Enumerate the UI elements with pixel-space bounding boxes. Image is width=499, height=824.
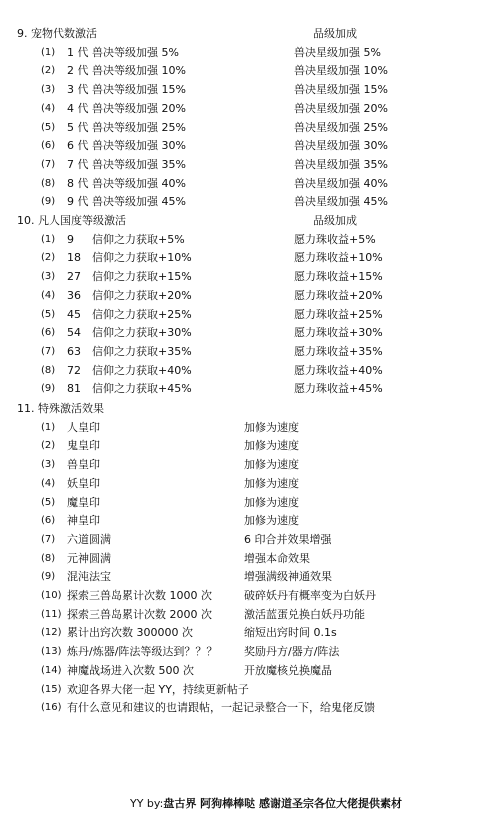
section-9-row-right: 兽决星级加强 40% (294, 176, 388, 190)
section-9-row-left: 1 代 兽决等级加强 5% (67, 45, 179, 59)
section-11-row-left: 人皇印 (67, 420, 100, 434)
section-11-row-number: (8) (41, 552, 56, 564)
section-11-row-left: 神魔战场进入次数 500 次 (67, 663, 194, 677)
section-10-row-number: (8) (41, 364, 56, 376)
section-10-row-left: 信仰之力获取+30% (92, 326, 192, 340)
section-11-row-right: 激活蓝蛋兑换白妖丹功能 (244, 607, 365, 621)
section-10-row-number: (2) (41, 252, 56, 264)
section-11-row-left: 探索三兽岛累计次数 1000 次 (67, 589, 212, 602)
section-11-row-number: (6) (41, 515, 56, 527)
section-10-row-left: 信仰之力获取+25% (92, 307, 192, 321)
section-11-row-left: 欢迎各界大佬一起 YY，持续更新帖子 (67, 682, 249, 696)
section-10-row-left: 信仰之力获取+20% (92, 288, 192, 302)
section-10-row-right: 愿力珠收益+35% (294, 344, 383, 358)
section-9-header-right: 品级加成 (313, 27, 357, 40)
section-9-row-left: 7 代 兽决等级加强 35% (67, 157, 186, 171)
section-9-row-left: 9 代 兽决等级加强 45% (67, 195, 186, 209)
section-11-row-left: 元神圆满 (67, 551, 111, 565)
section-10-row-left: 信仰之力获取+35% (92, 344, 192, 358)
section-11-row-right: 奖励丹方/器方/阵法 (244, 645, 340, 659)
section-10-row-level: 81 (67, 382, 81, 396)
section-9-row-right: 兽决星级加强 35% (294, 157, 388, 171)
section-11-row-right: 加修为速度 (244, 439, 299, 453)
section-9-row-number: (4) (41, 102, 56, 114)
section-10-row-number: (5) (41, 308, 56, 320)
section-11-row-left: 探索三兽岛累计次数 2000 次 (67, 607, 212, 621)
section-11-row-number: (11) (41, 608, 62, 620)
section-9-row-right: 兽决星级加强 15% (294, 83, 388, 97)
section-11-row-left: 混沌法宝 (67, 570, 111, 584)
section-10-row-right: 愿力珠收益+20% (294, 288, 383, 302)
section-10-row-level: 72 (67, 363, 81, 377)
section-10-row-left: 信仰之力获取+5% (92, 232, 185, 246)
section-11-row-right: 加修为速度 (244, 476, 299, 490)
section-11-row-left: 鬼皇印 (67, 439, 100, 453)
section-10-row-left: 信仰之力获取+40% (92, 363, 192, 377)
section-9-row-number: (6) (41, 140, 56, 152)
section-9-row-number: (9) (41, 196, 56, 208)
section-11-row-left: 累计出窍次数 300000 次 (67, 626, 193, 640)
section-11-row-right: 缩短出窍时间 0.1s (244, 626, 337, 640)
section-11-row-right: 开放魔核兑换魔晶 (244, 663, 332, 677)
section-9-row-left: 8 代 兽决等级加强 40% (67, 176, 186, 190)
section-9-row-left: 2 代 兽决等级加强 10% (67, 64, 186, 78)
section-10-row-right: 愿力珠收益+45% (294, 382, 383, 396)
section-11-row-left: 兽皇印 (67, 458, 100, 472)
section-10-row-right: 愿力珠收益+5% (294, 232, 376, 246)
footer-credits (130, 795, 402, 811)
section-11-row-right: 加修为速度 (244, 458, 299, 472)
section-11-row-number: (10) (41, 590, 62, 601)
section-11-row-right: 加修为速度 (244, 495, 299, 509)
section-10-row-right: 愿力珠收益+40% (294, 363, 383, 377)
section-9-row-number: (1) (41, 46, 56, 58)
section-9-row-number: (8) (41, 177, 56, 189)
section-10-row-level: 54 (67, 326, 81, 340)
section-11-row-left: 六道圆满 (67, 532, 111, 546)
section-10-row-left: 信仰之力获取+10% (92, 251, 192, 265)
section-10-row-number: (1) (41, 233, 56, 245)
section-10-row-number: (7) (41, 345, 56, 357)
section-9-row-right: 兽决星级加强 25% (294, 120, 388, 134)
section-10-row-number: (9) (41, 383, 56, 395)
section-11-row-left: 魔皇印 (67, 495, 100, 509)
section-11-row-number: (4) (41, 477, 56, 489)
section-11-row-number: (1) (41, 421, 56, 433)
section-9-row-left: 5 代 兽决等级加强 25% (67, 120, 186, 134)
section-9-row-left: 3 代 兽决等级加强 15% (67, 83, 186, 97)
section-11-row-left: 有什么意见和建议的也请跟帖，一起记录整合一下，给鬼佬反馈 (67, 701, 375, 715)
section-10-row-level: 36 (67, 288, 81, 302)
section-10-row-right: 愿力珠收益+15% (294, 270, 383, 284)
section-9-row-left: 4 代 兽决等级加强 20% (67, 101, 186, 115)
section-11-row-number: (3) (41, 459, 56, 471)
section-11-row-number: (2) (41, 440, 56, 452)
section-11-row-number: (9) (41, 571, 56, 583)
section-10-row-level: 45 (67, 307, 81, 321)
section-11-row-right: 增强满级神通效果 (244, 570, 332, 584)
section-11-row-number: (12) (41, 627, 62, 639)
footer-names: 盘古界 阿狗棒棒哒 感谢道圣宗各位大佬提供素材 (163, 797, 403, 810)
section-9-row-right: 兽决星级加强 45% (294, 195, 388, 209)
section-9-row-right: 兽决星级加强 10% (294, 64, 388, 78)
section-11-row-right: 6 印合并效果增强 (244, 532, 332, 546)
section-9-row-number: (3) (41, 84, 56, 96)
section-11-row-number: (14) (41, 664, 62, 676)
section-11-row-number: (16) (41, 702, 62, 714)
section-11-row-left: 妖皇印 (67, 476, 100, 490)
section-9-row-number: (5) (41, 121, 56, 133)
section-10-row-left: 信仰之力获取+45% (92, 382, 192, 396)
section-11-row-right: 加修为速度 (244, 420, 299, 434)
section-10-row-level: 9 (67, 232, 74, 246)
section-10-row-level: 18 (67, 251, 81, 265)
section-9-row-right: 兽决星级加强 20% (294, 101, 388, 115)
section-11-title: 11. 特殊激活效果 (17, 402, 104, 415)
section-9-row-number: (7) (41, 158, 56, 170)
section-11-row-number: (7) (41, 533, 56, 545)
section-9-row-right: 兽决星级加强 30% (294, 139, 388, 153)
section-10-row-right: 愿力珠收益+25% (294, 307, 383, 321)
section-11-row-number: (13) (41, 646, 62, 658)
section-9-row-right: 兽决星级加强 5% (294, 45, 381, 59)
section-9-title: 9. 宠物代数激活 (17, 27, 97, 40)
section-10-row-right: 愿力珠收益+10% (294, 251, 383, 265)
section-10-row-left: 信仰之力获取+15% (92, 270, 192, 284)
section-11-row-left: 神皇印 (67, 514, 100, 528)
section-10-row-number: (4) (41, 289, 56, 301)
section-9-row-number: (2) (41, 65, 56, 77)
section-11-row-right: 破碎妖丹有概率变为白妖丹 (244, 589, 376, 602)
footer-prefix: YY by: (130, 797, 164, 810)
section-10-row-number: (3) (41, 271, 56, 283)
section-11-row-right: 增强本命效果 (244, 551, 310, 565)
section-10-header-right: 品级加成 (313, 214, 357, 227)
section-10-row-right: 愿力珠收益+30% (294, 326, 383, 340)
section-11-row-right: 加修为速度 (244, 514, 299, 528)
section-10-title: 10. 凡人国度等级激活 (17, 214, 126, 227)
section-11-row-number: (15) (41, 683, 62, 695)
section-10-row-level: 63 (67, 344, 81, 358)
section-11-row-left: 炼丹/炼器/阵法等级达到？？？ (67, 645, 218, 659)
section-10-row-level: 27 (67, 270, 81, 284)
section-9-row-left: 6 代 兽决等级加强 30% (67, 139, 186, 153)
section-11-row-number: (5) (41, 496, 56, 508)
section-10-row-number: (6) (41, 327, 56, 339)
